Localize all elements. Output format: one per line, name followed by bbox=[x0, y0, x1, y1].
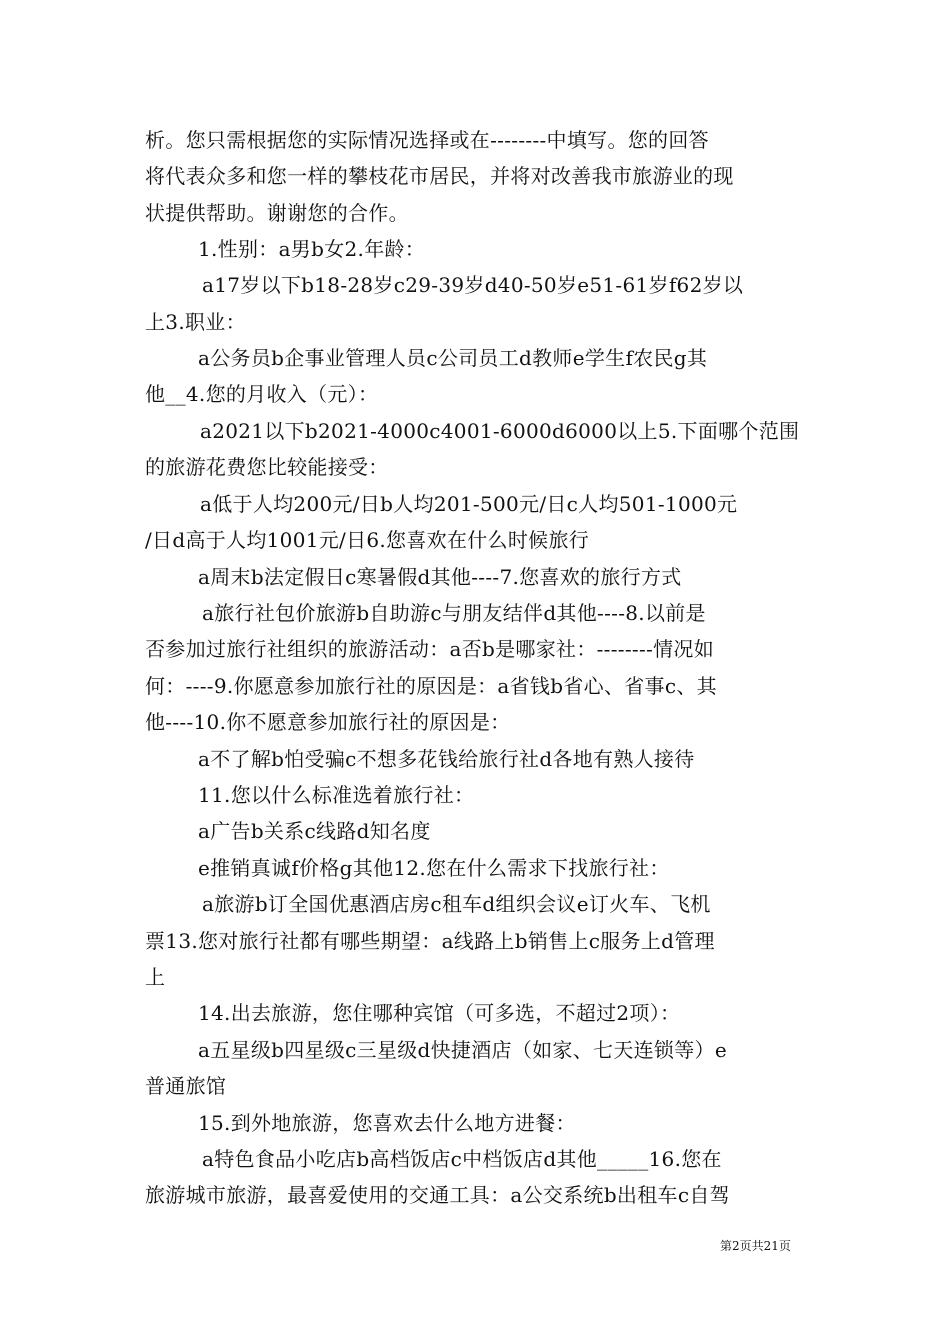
text-line: /日d高于人均1001元/日6.您喜欢在什么时候旅行 bbox=[145, 528, 590, 552]
text-line: a17岁以下b18-28岁c29-39岁d40-50岁e51-61岁f62岁以 bbox=[202, 273, 744, 297]
text-line: a特色食品小吃店b高档饭店c中档饭店d其他_____16.您在 bbox=[202, 1147, 722, 1171]
text-line: a不了解b怕受骗c不想多花钱给旅行社d各地有熟人接待 bbox=[198, 747, 695, 771]
text-line: a旅游b订全国优惠酒店房c租车d组织会议e订火车、飞机 bbox=[202, 892, 711, 916]
text-line: a旅行社包价旅游b自助游c与朋友结伴d其他----8.以前是 bbox=[202, 601, 706, 625]
text-line: 上3.职业： bbox=[145, 310, 246, 334]
text-line: 上 bbox=[145, 965, 166, 989]
text-line: 票13.您对旅行社都有哪些期望：a线路上b销售上c服务上d管理 bbox=[145, 929, 715, 953]
text-line: 11.您以什么标准选着旅行社： bbox=[198, 783, 475, 807]
text-line: 他__4.您的月收入（元）： bbox=[145, 382, 379, 406]
text-line: 状提供帮助。谢谢您的合作。 bbox=[145, 201, 409, 225]
text-line: a五星级b四星级c三星级d快捷酒店（如家、七天连锁等）e bbox=[198, 1038, 727, 1062]
text-line: 析。您只需根据您的实际情况选择或在--------中填写。您的回答 bbox=[145, 128, 709, 152]
text-line: 14.出去旅游，您住哪种宾馆（可多选，不超过2项）： bbox=[198, 1001, 681, 1025]
text-line: e推销真诚f价格g其他12.您在什么需求下找旅行社： bbox=[198, 856, 670, 880]
text-line: 否参加过旅行社组织的旅游活动：a否b是哪家社：--------情况如 bbox=[145, 637, 714, 661]
text-line: 普通旅馆 bbox=[145, 1074, 227, 1098]
text-line: 的旅游花费您比较能接受： bbox=[145, 455, 389, 479]
text-line: 他----10.你不愿意参加旅行社的原因是： bbox=[145, 710, 511, 734]
text-line: 旅游城市旅游，最喜爱使用的交通工具：a公交系统b出租车c自驾 bbox=[145, 1183, 730, 1207]
text-line: a广告b关系c线路d知名度 bbox=[198, 819, 431, 843]
text-line: a低于人均200元/日b人均201-500元/日c人均501-1000元 bbox=[200, 492, 738, 516]
text-line: 15.到外地旅游，您喜欢去什么地方进餐： bbox=[198, 1111, 576, 1135]
text-line: 1.性别：a男b女2.年龄： bbox=[198, 237, 426, 261]
text-line: 何：----9.你愿意参加旅行社的原因是：a省钱b省心、省事c、其 bbox=[145, 674, 717, 698]
text-line: a2021以下b2021-4000c4001-6000d6000以上5.下面哪个范围 bbox=[200, 419, 800, 443]
text-line: a周末b法定假日c寒暑假d其他----7.您喜欢的旅行方式 bbox=[198, 565, 682, 589]
page-number: 第2页共21页 bbox=[720, 1239, 791, 1253]
text-line: 将代表众多和您一样的攀枝花市居民，并将对改善我市旅游业的现 bbox=[145, 164, 734, 188]
text-line: a公务员b企事业管理人员c公司员工d教师e学生f农民g其 bbox=[198, 346, 708, 370]
